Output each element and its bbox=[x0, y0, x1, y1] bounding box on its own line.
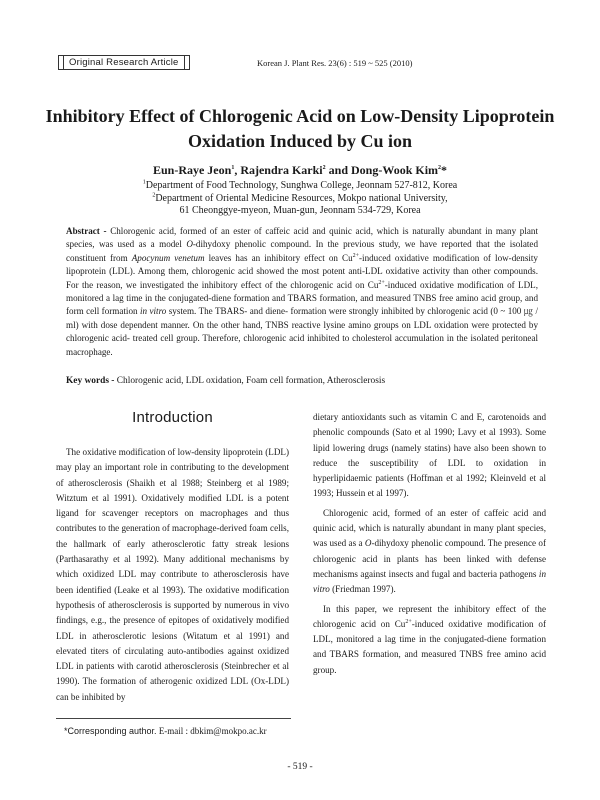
section-heading-introduction: Introduction bbox=[132, 409, 213, 426]
title-line-2: Oxidation Induced by Cu ion bbox=[187, 131, 413, 151]
keywords-text: Chlorogenic acid, LDL oxidation, Foam cell formation, Atherosclerosis bbox=[116, 376, 386, 386]
affiliation-text: Department of Food Technology, Sunghwa College, Jeonnam 527-812, Korea bbox=[145, 180, 458, 191]
paragraph-superscript: 2+ bbox=[405, 618, 412, 625]
abstract-italic: in vitro bbox=[139, 306, 167, 317]
paragraph-text: Chlorogenic acid, formed of an ester of caffeic acid and quinic acid, which is naturally abundant in many plant species, was used as a bbox=[313, 507, 546, 549]
footnote-email: E-mail : dbkim@mokpo.ac.kr bbox=[156, 726, 267, 736]
abstract bbox=[66, 225, 538, 359]
article-type-badge bbox=[58, 55, 190, 70]
affiliation-mark: 1 bbox=[142, 179, 146, 186]
author-affiliation-mark: 2 bbox=[322, 165, 326, 171]
intro-paragraph-1: The oxidative modification of low-density lipoprotein (LDL) may play an important role in contributing to the development of atherosclerosis (Shaikh et al 1988; Steinberg et al 1989; Witztum et al 1991). Oxidatively modified LDL is a potent ligand for scavenger receptors on macrophages and thus contributes to the generation of macrophage-derived foam cells, the hallmark of early atherosclerotic fatty streak lesions (Parthasarathy et al 1992). Many additional mechanisms by which oxidized LDL may contribute to atherosclerosis have been identified (Leake et al 1993). The oxidative modification hypothesis of atherosclerosis is supported by numerous in vivo findings, e.g., the presence of epitopes of oxidatively modified LDL in atherosclerotic lesions (Witatum et al 1991) and elevated titers of circulating auto-antibodies against oxidized LDL in patients with carotid atherosclerosis (Steinbrecher et al 1990). The formation of atherogenic oxidized LDL (Ox-LDL) can be inhibited by bbox=[56, 447, 289, 702]
author-name: Eun-Raye Jeon bbox=[152, 163, 232, 177]
affiliation-2-address: 61 Cheonggye-myeon, Muan-gun, Jeonnam 534-729, Korea bbox=[179, 205, 421, 216]
abstract-italic: O bbox=[186, 239, 193, 250]
abstract-text: -dihydoxy phenolic compound. In the previous study, we have reported that the isolated constituent from bbox=[66, 239, 538, 263]
left-column bbox=[56, 409, 289, 705]
right-column bbox=[313, 410, 546, 678]
keywords-label: Key words - bbox=[66, 376, 117, 386]
paper-title bbox=[40, 104, 560, 154]
abstract-text: -induced oxidative modification of LDL, monitored a lag time in the conjugated-diene formation and TBARS formation, and measured TNBS free amino acid group, and form cell formation bbox=[66, 279, 538, 317]
paragraph-italic: in vitro bbox=[313, 568, 546, 595]
author-separator: and bbox=[325, 163, 352, 177]
article-type-label: Original Research Article bbox=[63, 55, 185, 70]
paragraph-text: In this paper, we represent the inhibitory effect of the chlorogenic acid on Cu bbox=[313, 603, 546, 629]
abstract-label: Abstract - bbox=[66, 226, 111, 236]
paragraph-text: (Friedman 1997). bbox=[329, 584, 396, 595]
keywords bbox=[66, 376, 538, 386]
affiliation-text: Department of Oriental Medicine Resources, Mokpo national University, bbox=[155, 192, 448, 204]
paragraph-text: -induced oxidative modification of LDL, monitored a lag time in the conjugated-diene formation and TBARS formation, and measured TNBS free amino acid group. bbox=[313, 618, 546, 675]
abstract-species-name: Apocynum venetum bbox=[131, 252, 205, 263]
affiliations bbox=[40, 180, 560, 218]
abstract-superscript: 2+ bbox=[378, 279, 385, 286]
affiliation-2 bbox=[40, 193, 560, 206]
abstract-text: Chlorogenic acid, formed of an ester of caffeic acid and quinic acid, which is naturally abundant in many plant species, was used as a model bbox=[66, 226, 538, 250]
corresponding-author-footnote bbox=[64, 726, 267, 736]
paragraph-text: -dihydoxy phenolic compound. The presence of chlorogenic acid in plants has been linked with defense mechanisms against insects and fugal and bacteria pathogens bbox=[313, 538, 546, 579]
title-line-1: Inhibitory Effect of Chlorogenic Acid on Low-Density Lipoprotein bbox=[45, 106, 555, 126]
author-affiliation-mark: 2 bbox=[438, 165, 442, 171]
affiliation-mark: 2 bbox=[152, 192, 156, 199]
footnote-label: *Corresponding author. bbox=[64, 726, 157, 736]
abstract-text: leaves has an inhibitory effect on Cu bbox=[204, 252, 353, 263]
author-name: Dong-Wook Kim bbox=[351, 163, 439, 177]
author-affiliation-mark: 1 bbox=[231, 165, 235, 171]
intro-paragraph-1-continued: dietary antioxidants such as vitamin C and E, carotenoids and phenolic compounds (Sato et al 1990; Lavy et al 1993). Some lipid lowering drugs (namely statins) have also been shown to reduce the susceptibility of LDL to oxidation in hyperlipidaemic patients (Hoffman et al 1992; Kleinveld et al 1993; Hussein et al 1997). bbox=[313, 412, 546, 499]
author-list bbox=[40, 163, 560, 178]
page-number: - 519 - bbox=[287, 762, 313, 772]
intro-paragraph-3 bbox=[313, 602, 546, 678]
abstract-text: -induced oxidative modification of low-density lipoprotein (LDL). Among them, chlorogenic acid showed the most potent anti-LDL oxidative activity than other compounds. For the reason, we investigated the inhibitory effect of the chlorogenic acid on Cu bbox=[66, 252, 538, 290]
corresponding-mark: * bbox=[441, 163, 448, 177]
author-name: Rajendra Karki bbox=[240, 163, 323, 177]
abstract-superscript: 2+ bbox=[352, 252, 360, 259]
paragraph-italic: O bbox=[364, 538, 372, 549]
intro-paragraph-2 bbox=[313, 506, 546, 598]
abstract-text: system. The TBARS- and diene- formation were strongly inhibited by chlorogenic acid (0 ~ 100 ㎍ / ml) with dose dependent manner. On the other hand, TNBS reactive lysine amino groups on LDL oxidation were protected by chlorogenic acid- treated cell group. Therefore, chlorogenic acid inhibited to cholesterol accumulation in the isolated peritoneal macrophage. bbox=[66, 306, 538, 357]
journal-citation: Korean J. Plant Res. 23(6) : 519 ~ 525 (2010) bbox=[257, 58, 413, 68]
footnote-divider bbox=[56, 718, 291, 719]
affiliation-1 bbox=[40, 180, 560, 193]
author-separator: , bbox=[234, 163, 241, 177]
